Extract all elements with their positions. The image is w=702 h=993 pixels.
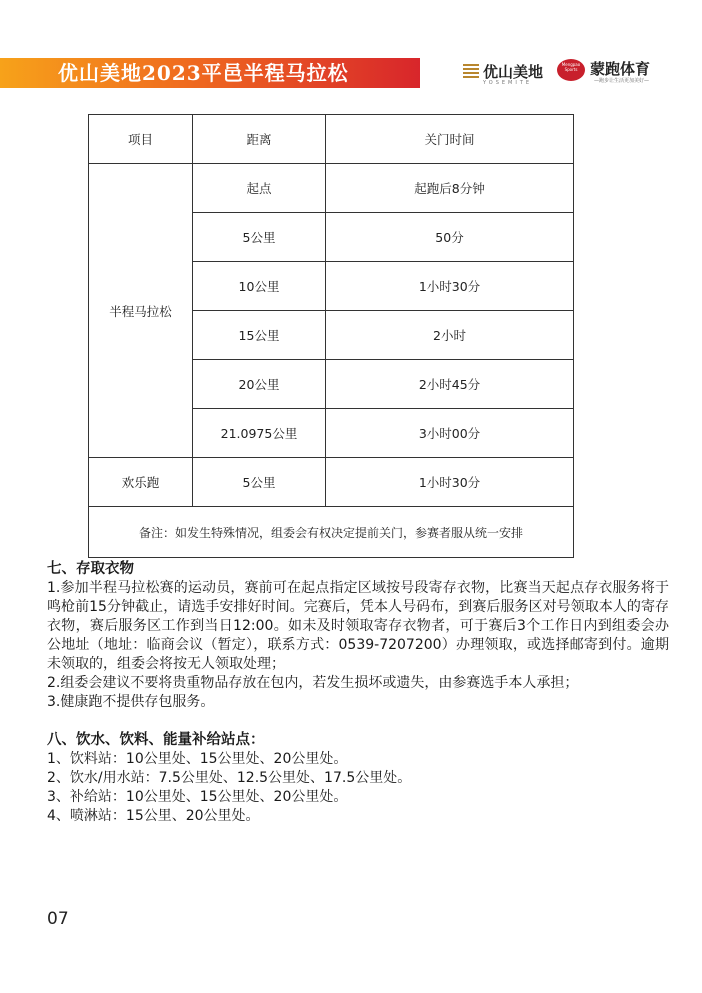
cutoff-cell: 起跑后8分钟 <box>326 164 574 213</box>
spacer <box>47 712 669 731</box>
yosemite-logo <box>462 60 552 90</box>
section8-item: 1、饮料站：10公里处、15公里处、20公里处。 <box>47 751 348 767</box>
section8-title: 八、饮水、饮料、能量补给站点： <box>47 732 265 748</box>
cutoff-cell: 2小时 <box>326 311 574 360</box>
distance-cell: 5公里 <box>193 458 326 507</box>
half-marathon-label: 半程马拉松 <box>89 164 193 458</box>
body-content <box>47 560 669 826</box>
mengpao-badge-text: Mengpao Sports <box>561 62 581 72</box>
section8-item: 2、饮水/用水站：7.5公里处、12.5公里处、17.5公里处。 <box>47 770 412 786</box>
mengpao-logo <box>556 56 696 90</box>
header-banner <box>0 58 420 88</box>
section8-item: 4、喷淋站：15公里、20公里处。 <box>47 808 260 824</box>
section7-title: 七、存取衣物 <box>47 561 134 577</box>
yosemite-logo-name: 优山美地 <box>483 63 544 81</box>
cutoff-cell: 1小时30分 <box>326 458 574 507</box>
cutoff-time-table <box>88 114 574 558</box>
header-distance: 距离 <box>193 115 326 164</box>
table-row <box>89 458 574 507</box>
distance-cell: 15公里 <box>193 311 326 360</box>
event-title: 优山美地2023平邑半程马拉松 <box>58 61 349 85</box>
header-item: 项目 <box>89 115 193 164</box>
distance-cell: 21.0975公里 <box>193 409 326 458</box>
mengpao-logo-slogan: —跑步让生活更加美好— <box>594 78 650 84</box>
yosemite-logo-tagline: YOSEMITE <box>483 80 533 86</box>
fun-run-label: 欢乐跑 <box>89 458 193 507</box>
header-cutoff: 关门时间 <box>326 115 574 164</box>
distance-cell: 5公里 <box>193 213 326 262</box>
cutoff-cell: 2小时45分 <box>326 360 574 409</box>
section7-item: 3.健康跑不提供存包服务。 <box>47 694 215 710</box>
cutoff-cell: 50分 <box>326 213 574 262</box>
table-note: 备注：如发生特殊情况，组委会有权决定提前关门，参赛者服从统一安排 <box>89 507 574 558</box>
section8-item: 3、补给站：10公里处、15公里处、20公里处。 <box>47 789 348 805</box>
table-note-row <box>89 507 574 558</box>
yosemite-emblem-icon <box>462 63 480 79</box>
page-number: 07 <box>47 909 69 929</box>
distance-cell: 起点 <box>193 164 326 213</box>
cutoff-cell: 1小时30分 <box>326 262 574 311</box>
cutoff-cell: 3小时00分 <box>326 409 574 458</box>
table-header-row <box>89 115 574 164</box>
distance-cell: 20公里 <box>193 360 326 409</box>
table-row <box>89 164 574 213</box>
distance-cell: 10公里 <box>193 262 326 311</box>
section7-item: 2.组委会建议不要将贵重物品存放在包内，若发生损坏或遗失，由参赛选手本人承担； <box>47 675 579 691</box>
mengpao-logo-name: 蒙跑体育 <box>590 60 651 78</box>
section7-item: 1.参加半程马拉松赛的运动员，赛前可在起点指定区域按号段寄存衣物，比赛当天起点存衣服务将于鸣枪前15分钟截止，请选手安排好时间。完赛后，凭本人号码布，到赛后服务区对号领取本人的寄存衣物，赛后服务区工作到当日12:00。如未及时领取寄存衣物者，可于赛后3个工作日内到组委会办公地址（地址：临商会议（暂定），联系方式：0539-7207200）办理领取，或选择邮寄到付。逾期未领取的，组委会将按无人领取处理； <box>47 580 669 672</box>
